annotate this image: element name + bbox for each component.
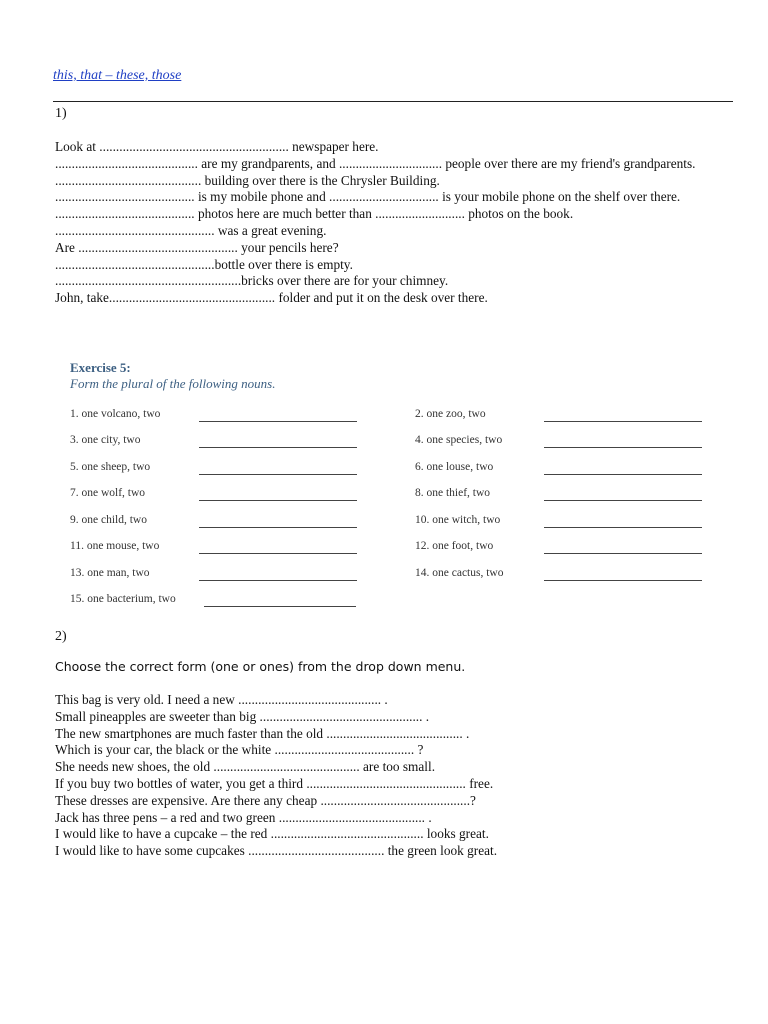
exercise-line: This bag is very old. I need a new ........................................... . (55, 692, 388, 707)
exercise-1-lines (55, 139, 735, 307)
exercise-line: I would like to have a cupcake – the red .............................................. looks great. (55, 826, 489, 842)
exercise-5-subheading: Form the plural of the following nouns. (70, 376, 276, 391)
plural-item: 13. one man, two (70, 567, 150, 579)
exercise-5-header (70, 360, 275, 392)
exercise-line: ........................................................bricks over there are for your chimney. (55, 273, 449, 289)
plural-item: 5. one sheep, two (70, 461, 151, 473)
exercise-2-lines (55, 692, 735, 860)
exercise-line: The new smartphones are much faster than the old ......................................... . (55, 725, 470, 741)
exercise-line: Are ................................................ your pencils here? (55, 239, 339, 255)
answer-blank[interactable] (544, 421, 702, 422)
plural-item: 6. one louse, two (415, 461, 494, 473)
plural-item: 4. one species, two (415, 434, 503, 446)
title-divider (53, 101, 733, 102)
exercise-5-heading: Exercise 5: (70, 360, 131, 375)
answer-blank[interactable] (199, 553, 357, 554)
answer-blank[interactable] (544, 553, 702, 554)
answer-blank[interactable] (544, 580, 702, 581)
plural-item: 15. one bacterium, two (70, 593, 176, 605)
exercise-line: I would like to have some cupcakes ......................................... the green look great. (55, 843, 498, 859)
plural-item: 8. one thief, two (415, 487, 491, 499)
plural-item: 12. one foot, two (415, 540, 494, 552)
plural-item: 1. one volcano, two (70, 408, 161, 420)
plural-item: 11. one mouse, two (70, 540, 160, 552)
plural-item: 10. one witch, two (415, 514, 501, 526)
plural-item: 3. one city, two (70, 434, 141, 446)
exercise-line: If you buy two bottles of water, you get a third ................................................ free. (55, 775, 494, 791)
answer-blank[interactable] (199, 500, 357, 501)
exercise-line: These dresses are expensive. Are there any cheap .............................................? (55, 792, 476, 808)
answer-blank[interactable] (199, 580, 357, 581)
answer-blank[interactable] (199, 527, 357, 528)
exercise-line: .......................................... is my mobile phone and ................................. is your mobile phone on the shelf over there. (55, 189, 681, 205)
plural-item: 9. one child, two (70, 514, 147, 526)
exercise-line: ................................................bottle over there is empty. (55, 256, 353, 272)
plural-item: 7. one wolf, two (70, 487, 146, 499)
exercise-line: Look at ......................................................... newspaper here. (55, 139, 379, 154)
answer-blank[interactable] (544, 474, 702, 475)
answer-blank[interactable] (199, 474, 357, 475)
answer-blank[interactable] (544, 447, 702, 448)
exercise-line: ................................................ was a great evening. (55, 222, 327, 238)
plural-item: 2. one zoo, two (415, 408, 486, 420)
answer-blank[interactable] (204, 606, 356, 607)
answer-blank[interactable] (199, 447, 357, 448)
answer-blank[interactable] (199, 421, 357, 422)
section-instruction: Choose the correct form (one or ones) from the drop down menu. (55, 659, 466, 674)
plural-item: 14. one cactus, two (415, 567, 504, 579)
page-title: this, that – these, those (53, 68, 182, 83)
exercise-line: ............................................ building over there is the Chrysler Building. (55, 172, 440, 188)
exercise-line: ........................................... are my grandparents, and ............................... people over there are my friend's grandparents. (55, 155, 696, 171)
exercise-line: She needs new shoes, the old ............................................ are too small. (55, 759, 436, 775)
exercise-line: Small pineapples are sweeter than big ................................................. . (55, 708, 430, 724)
exercise-line: Jack has three pens – a red and two green ............................................ . (55, 809, 432, 825)
exercise-line: Which is your car, the black or the white .......................................... ? (55, 742, 424, 758)
exercise-line: .......................................... photos here are much better than ........................... photos on the book. (55, 206, 574, 222)
exercise-line: John, take.................................................. folder and put it on the desk over there. (55, 290, 488, 306)
section-number: 2) (55, 629, 67, 644)
section-number: 1) (55, 106, 67, 121)
answer-blank[interactable] (544, 527, 702, 528)
answer-blank[interactable] (544, 500, 702, 501)
